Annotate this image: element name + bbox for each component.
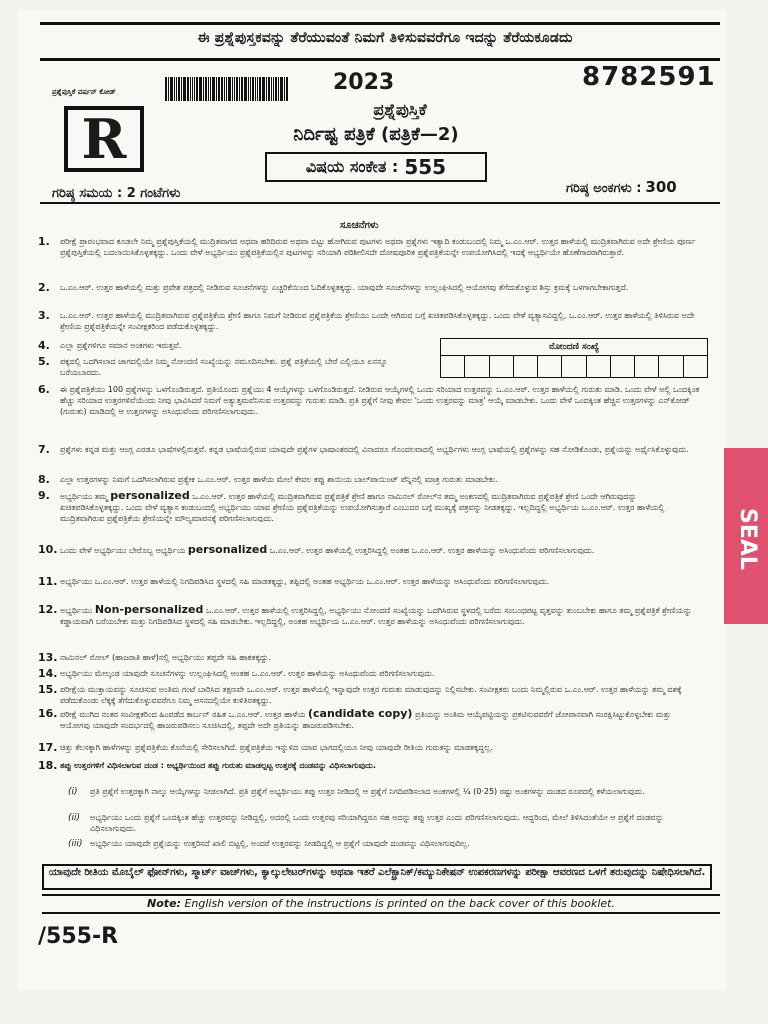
subject-code-label: ವಿಷಯ ಸಂಕೇತ : xyxy=(305,157,399,176)
instruction-11: 11. ಅಭ್ಯರ್ಥಿಯು ಒ.ಎಂ.ಆರ್. ಉತ್ತರ ಹಾಳೆಯಲ್ಲಿ ನಿಗದಿಪಡಿಸಿದ ಸ್ಥಳದಲ್ಲಿ ಸಹಿ ಮಾಡತಕ್ಕದ್ದು, ತಪ್ಪಿದಲ್ಲಿ ಅಂತಹ ಅಭ್ಯರ್ಥಿಯ ಒ.ಎಂ.ಆರ್. ಉತ್ತರ ಹಾಳೆಯನ್ನು ಅಸಿಂಧುವೆಂದು ಪರಿಗಣಿಸಲಾಗುವುದು. xyxy=(38,575,550,588)
version-code-box: R xyxy=(64,106,144,172)
max-duration: ಗರಿಷ್ಠ ಸಮಯ : 2 ಗಂಟೆಗಳು xyxy=(52,186,181,201)
instruction-8: 8. ಎಲ್ಲಾ ಉತ್ತರಗಳನ್ನು ನಿಮಗೆ ಒದಗಿಸಲಾಗಿರುವ ಪ್ರತ್ಯೇಕ ಒ.ಎಂ.ಆರ್. ಉತ್ತರ ಹಾಳೆಯ ಮೇಲೆ ಕೇವಲ ಕಪ್ಪು ಶಾಯಿಯ ಬಾಲ್‌ಪಾಯಿಂಟ್ ಪೆನ್ನಿನಲ್ಲಿ ಮಾತ್ರ ಗುರುತು ಮಾಡಬೇಕು. xyxy=(38,473,498,486)
note-text: English version of the instructions is printed on the back cover of this booklet. xyxy=(184,897,615,910)
subject-code: 555 xyxy=(404,155,447,179)
instruction-12: 12. ಅಭ್ಯರ್ಥಿಯು Non-personalized ಒ.ಎಂ.ಆರ್. ಉತ್ತರ ಹಾಳೆಯಲ್ಲಿ ಉತ್ತರಿಸಿದ್ದಲ್ಲಿ, ಅಭ್ಯರ್ಥಿಯು ನೋಂದಣಿ ಸಂಖ್ಯೆಯನ್ನು ಒದಗಿಸಿರುವ ಸ್ಥಳದಲ್ಲಿ ಬರೆದು ಸಂಬಂಧಪಟ್ಟ ವೃತ್ತವನ್ನು ತುಂಬಬೇಕು ಹಾಗೂ ತಮ್ಮ ಪ್ರಶ್ನೆಪತ್ರಿಕೆ ಶ್ರೇಣಿಯನ್ನು ಕಡ್ಡಾಯವಾಗಿ ಬರೆಯಬೇಕು ಮತ್ತು ನಿಗದಿಪಡಿಸಿದ ಸ್ಥಳದಲ್ಲಿ ಸಹಿ ಮಾಡಬೇಕು. ಇಲ್ಲದಿದ್ದಲ್ಲಿ, ಅಂತಹ ಅಭ್ಯರ್ಥಿಯ ಒ.ಎಂ.ಆರ್. ಉತ್ತರ ಹಾಳೆಯನ್ನು ಅಸಿಂಧುವೆಂದು ಪರಿಗಣಿಸಲಾಗುವುದು. xyxy=(38,603,692,626)
instruction-2: 2. ಒ.ಎಂ.ಆರ್. ಉತ್ತರ ಹಾಳೆಯಲ್ಲಿ ಮತ್ತು ಪ್ರವೇಶ ಪತ್ರದಲ್ಲಿ ನೀಡಿರುವ ಸೂಚನೆಗಳನ್ನು ಎಚ್ಚರಿಕೆಯಿಂದ ಓದಿಕೊಳ್ಳತಕ್ಕದ್ದು. ಯಾವುದೇ ಸೂಚನೆಗಳನ್ನು ಉಲ್ಲಂಘಿಸಿದಲ್ಲಿ ಆಯೋಗವು ತೆಗೆದುಕೊಳ್ಳುವ ಶಿಸ್ತು ಕ್ರಮಕ್ಕೆ ಒಳಗಾಗಬೇಕಾಗುತ್ತದೆ. xyxy=(38,281,629,294)
instruction-16: 16. ಪರೀಕ್ಷೆ ಮುಗಿದ ನಂತರ ಸಂವೀಕ್ಷಕರಿಂದ ಹಿಂಪಡೆದ ಕಾರ್ಬನ್ ರಹಿತ ಒ.ಎಂ.ಆರ್. ಉತ್ತರ ಹಾಳೆಯ (candidate copy) ಪ್ರತಿಯನ್ನು ಅಂತಿಮ ಆಯ್ಕೆಪಟ್ಟಿಯನ್ನು ಪ್ರಕಟಿಸುವವರೆಗೆ ಜೋಪಾನವಾಗಿ ಸಂರಕ್ಷಿಸಿಟ್ಟುಕೊಳ್ಳಬೇಕು ಮತ್ತು ಆಯೋಗವು ಯಾವುದೇ ಸಂದರ್ಭದಲ್ಲಿ ಹಾಜರುಪಡಿಸಲು ಸೂಚಿಸಿದಲ್ಲಿ, ತಪ್ಪದೇ ಅದೇ ಪ್ರತಿಯನ್ನು ಹಾಜರುಪಡಿಸಬೇಕು. xyxy=(38,707,671,730)
barcode-icon xyxy=(165,77,333,101)
booklet-title: ಪ್ರಶ್ನೆಪುಸ್ತಿಕೆ xyxy=(373,100,427,119)
do-not-open-banner: ಈ ಪ್ರಶ್ನೆಪುಸ್ತಕವನ್ನು ತೆರೆಯುವಂತೆ ನಿಮಗೆ ತಿಳಿಸುವವರೆಗೂ ಇದನ್ನು ತೆರೆಯಕೂಡದು xyxy=(197,30,573,46)
top-rule xyxy=(40,22,720,25)
paper-code: /555-R xyxy=(38,924,119,949)
subject-code-box xyxy=(265,152,487,182)
booklet-number: 8782591 xyxy=(582,62,716,92)
penalty-rule-3: (iii) ಅಭ್ಯರ್ಥಿಯು ಯಾವುದೇ ಪ್ರಶ್ನೆಯನ್ನು ಉತ್ತರಿಸದೆ ಖಾಲಿ ಬಿಟ್ಟಲ್ಲಿ, ಅಂದರೆ ಉತ್ತರವನ್ನು ನೀಡದಿದ್ದಲ್ಲಿ ಆ ಪ್ರಶ್ನೆಗೆ ಯಾವುದೇ ದಂಡವನ್ನು ವಿಧಿಸಲಾಗುವುದಿಲ್ಲ. xyxy=(68,839,470,849)
header-rule xyxy=(40,202,720,204)
instruction-4: 4. ಎಲ್ಲಾ ಪ್ರಶ್ನೆಗಳಿಗೂ ಸಮಾನ ಅಂಕಗಳು ಇರುತ್ತವೆ. xyxy=(38,339,182,352)
penalty-rule-2: (ii) ಅಭ್ಯರ್ಥಿಯು ಒಂದು ಪ್ರಶ್ನೆಗೆ ಒಂದಕ್ಕಿಂತ ಹೆಚ್ಚು ಉತ್ತರವನ್ನು ನೀಡಿದ್ದಲ್ಲಿ, ಅದರಲ್ಲಿ ಒಂದು ಉತ್ತರವು ಸರಿಯಾಗಿದ್ದರೂ ಸಹ ಅದನ್ನು ತಪ್ಪು ಉತ್ತರ ಎಂದು ಪರಿಗಣಿಸಲಾಗುವುದು. ಆದ್ದರಿಂದ, ಮೇಲೆ ತಿಳಿಸಿದಂತೆಯೇ ಆ ಪ್ರಶ್ನೆಗೆ ದಂಡವನ್ನು ವಿಧಿಸಲಾಗುವುದು. xyxy=(68,813,664,833)
instruction-1: 1. ಪರೀಕ್ಷೆ ಪ್ರಾರಂಭವಾದ ಕೂಡಲೇ ನಿಮ್ಮ ಪ್ರಶ್ನೆಪುಸ್ತಿಕೆಯಲ್ಲಿ ಮುದ್ರಿತವಾಗದ ಅಥವಾ ಹರಿದಿರುವ ಅಥವಾ ಬಿಟ್ಟು ಹೋಗಿರುವ ಪುಟಗಳು ಅಥವಾ ಪ್ರಶ್ನೆಗಳು ಇತ್ಯಾದಿ ಕಂಡುಬಂದಲ್ಲಿ ನಿಮ್ಮ ಒ.ಎಂ.ಆರ್. ಉತ್ತರ ಹಾಳೆಯಲ್ಲಿ ಮುದ್ರಿತವಾಗಿರುವ ಅದೇ ಶ್ರೇಣಿಯ ಪೂರ್ಣ ಪ್ರಶ್ನೆಪುಸ್ತಿಕೆಯಲ್ಲಿ ಬದಲಾಯಿಸಿಕೊಳ್ಳತಕ್ಕದ್ದು. ಒಂದು ವೇಳೆ ಅಭ್ಯರ್ಥಿಯು ಪ್ರಶ್ನೆಪತ್ರಿಕೆಯಲ್ಲಿನ ಪುಟಗಳನ್ನು ಸರಿಯಾಗಿ ಪರಿಶೀಲಿಸದೇ ದೋಷಪೂರಿತ ಪ್ರಶ್ನೆಪತ್ರಿಕೆಯನ್ನೇ ಉಪಯೋಗಿಸಿದಲ್ಲಿ ಇದಕ್ಕೆ ಅಭ್ಯರ್ಥಿಯೇ ಹೊಣೆಗಾರರಾಗಿರುತ್ತಾರೆ. xyxy=(38,235,696,257)
register-number-title: ನೋಂದಣಿ ಸಂಖ್ಯೆ xyxy=(441,339,707,356)
penalty-rule-1: (i) ಪ್ರತಿ ಪ್ರಶ್ನೆಗೆ ಉತ್ತರಕ್ಕಾಗಿ ನಾಲ್ಕು ಆಯ್ಕೆಗಳನ್ನು ನೀಡಲಾಗಿದೆ. ಪ್ರತಿ ಪ್ರಶ್ನೆಗೆ ಅಭ್ಯರ್ಥಿಯು ತಪ್ಪು ಉತ್ತರ ನೀಡಿದಲ್ಲಿ ಆ ಪ್ರಶ್ನೆಗೆ ನಿಗದಿಪಡಿಸಲಾದ ಅಂಕಗಳಲ್ಲಿ ¼ (0·25) ರಷ್ಟು ಅಂಕಗಳನ್ನು ದಂಡದ ರೂಪದಲ್ಲಿ ಕಳೆಯಲಾಗುವುದು. xyxy=(68,787,645,797)
instruction-13: 13. ನಾಮಿನಲ್ ರೋಲ್ (ಹಾಜರಾತಿ ಹಾಳೆ)ನಲ್ಲಿ ಅಭ್ಯರ್ಥಿಯು ತಪ್ಪದೇ ಸಹಿ ಹಾಕತಕ್ಕದ್ದು. xyxy=(38,651,271,664)
register-number-cells xyxy=(441,356,707,378)
register-number-box xyxy=(440,338,708,378)
note-label: Note: xyxy=(147,897,181,910)
instruction-6: 6. ಈ ಪ್ರಶ್ನೆಪತ್ರಿಕೆಯು 100 ಪ್ರಶ್ನೆಗಳನ್ನು ಒಳಗೊಂಡಿರುತ್ತದೆ. ಪ್ರತಿಯೊಂದು ಪ್ರಶ್ನೆಯು 4 ಆಯ್ಕೆಗಳನ್ನು ಒಳಗೊಂಡಿರುತ್ತದೆ. ನೀಡಿರುವ ಆಯ್ಕೆಗಳಲ್ಲಿ ಒಂದು ಸರಿಯಾದ ಉತ್ತರವನ್ನು ಒ.ಎಂ.ಆರ್. ಉತ್ತರ ಹಾಳೆಯಲ್ಲಿ ಗುರುತು ಮಾಡಿ. ಒಂದು ವೇಳೆ ಅಲ್ಲಿ ಒಂದಕ್ಕಿಂತ ಹೆಚ್ಚು ಸರಿಯಾದ ಉತ್ತರಗಳಿವೆಯೆಂದು ನೀವು ಭಾವಿಸಿದರೆ ನಿಮಗೆ ಅತ್ಯುತ್ತಮವೆನಿಸುವ ಉತ್ತರವನ್ನು ಗುರುತು ಮಾಡಿ. ಪ್ರತಿ ಪ್ರಶ್ನೆಗೆ ನೀವು ಕೇವಲ 'ಒಂದು ಉತ್ತರವನ್ನು ಮಾತ್ರ' ಆಯ್ಕೆ ಮಾಡಬೇಕು. ಒಂದು ವೇಳೆ ಒಂದಕ್ಕಿಂತ ಹೆಚ್ಚಿನ ಉತ್ತರಗಳನ್ನು ಎನ್‌ಕೋಡ್ (ಗುರುತು) ಮಾಡಿದಲ್ಲಿ ಆ ಉತ್ತರಗಳನ್ನು ಅಸಿಂಧುವೆಂದು ಪರಿಗಣಿಸಲಾಗುವುದು. xyxy=(38,383,700,416)
instruction-18: 18. ತಪ್ಪು ಉತ್ತರಗಳಿಗೆ ವಿಧಿಸಲಾಗುವ ದಂಡ : ಅಭ್ಯರ್ಥಿಯಿಂದ ತಪ್ಪು ಗುರುತು ಮಾಡಲ್ಪಟ್ಟ ಉತ್ತರಕ್ಕೆ ದಂಡವನ್ನು ವಿಧಿಸಲಾಗುವುದು. xyxy=(38,759,376,772)
english-version-note xyxy=(42,894,720,914)
max-marks-value: 300 xyxy=(645,178,677,196)
instruction-5: 5. ಪಕ್ಕದಲ್ಲಿ ಒದಗಿಸಲಾದ ಜಾಗದಲ್ಲಿಯೇ ನಿಮ್ಮ ನೋಂದಣಿ ಸಂಖ್ಯೆಯನ್ನು ನಮೂದಿಸಬೇಕು. ಪ್ರಶ್ನೆ ಪತ್ರಿಕೆಯಲ್ಲಿ ಬೇರೆ ಎಲ್ಲಿಯೂ ಏನನ್ನೂ ಬರೆಯಬಾರದು. xyxy=(38,355,388,377)
instruction-14: 14. ಅಭ್ಯರ್ಥಿಯು ಮೇಲ್ಕಂಡ ಯಾವುದೇ ಸೂಚನೆಗಳನ್ನು ಉಲ್ಲಂಘಿಸಿದಲ್ಲಿ ಅಂತಹ ಒ.ಎಂ.ಆರ್. ಉತ್ತರ ಹಾಳೆಯನ್ನು ಅಸಿಂಧುವೆಂದು ಪರಿಗಣಿಸಲಾಗುವುದು. xyxy=(38,667,435,680)
max-marks xyxy=(566,178,677,196)
instruction-9: 9. ಅಭ್ಯರ್ಥಿಯು ತಮ್ಮ personalized ಒ.ಎಂ.ಆರ್. ಉತ್ತರ ಹಾಳೆಯಲ್ಲಿ ಮುದ್ರಿತವಾಗಿರುವ ಪ್ರಶ್ನೆಪತ್ರಿಕೆ ಶ್ರೇಣಿ ಹಾಗೂ ನಾಮಿನಲ್ ರೋಲ್‌ನ ತಮ್ಮ ಅಂಕಣದಲ್ಲಿ ಮುದ್ರಿತವಾಗಿರುವ ಪ್ರಶ್ನೆಪತ್ರಿಕೆ ಶ್ರೇಣಿ ಒಂದೇ ಆಗಿರುವುದನ್ನು ಖಚಿತಪಡಿಸಿಕೊಳ್ಳತಕ್ಕದ್ದು. ಒಂದು ವೇಳೆ ವ್ಯತ್ಯಾಸ ಕಂಡುಬಂದಲ್ಲಿ ಅಭ್ಯರ್ಥಿಯು ಯಾವ ಶ್ರೇಣಿಯ ಪ್ರಶ್ನೆಪತ್ರಿಕೆಯನ್ನು ಉಪಯೋಗಿಸುತ್ತಾರೆ ಎಂಬುದರ ಬಗ್ಗೆ ಮುಖ್ಯಕ್ಕೆ ಪತ್ರವನ್ನು ನೀಡತಕ್ಕದ್ದು. ಇಲ್ಲದಿದ್ದಲ್ಲಿ ಅಭ್ಯರ್ಥಿಯ ಒ.ಎಂ.ಆರ್. ಉತ್ತರ ಹಾಳೆಯಲ್ಲಿ ಮುದ್ರಿತವಾಗಿರುವ ಪ್ರಶ್ನೆಪತ್ರಿಕೆಯ ಶ್ರೇಣಿಯನ್ನೇ ಮೌಲ್ಯಮಾಪನಕ್ಕೆ ಪರಿಗಣಿಸಲಾಗುವುದು. xyxy=(38,489,665,523)
paper-title: ನಿರ್ದಿಷ್ಟ ಪತ್ರಿಕೆ (ಪತ್ರಿಕೆ—2) xyxy=(293,124,459,145)
max-marks-label: ಗರಿಷ್ಠ ಅಂಕಗಳು : xyxy=(566,181,642,196)
instruction-15: 15. ಪರೀಕ್ಷೆಯ ಮುಕ್ತಾಯವನ್ನು ಸೂಚಿಸುವ ಅಂತಿಮ ಗಂಟೆ ಬಾರಿಸಿದ ತಕ್ಷಣವೇ ಒ.ಎಂ.ಆರ್. ಉತ್ತರ ಹಾಳೆಯಲ್ಲಿ ಇನ್ನಾವುದೇ ಉತ್ತರ ಗುರುತು ಮಾಡುವುದನ್ನು ನಿಲ್ಲಿಸಬೇಕು. ಸಂವೀಕ್ಷಕರು ಬಂದು ನಿಮ್ಮಲ್ಲಿರುವ ಒ.ಎಂ.ಆರ್. ಉತ್ತರ ಹಾಳೆಯನ್ನು ತಮ್ಮ ವಶಕ್ಕೆ ಪಡೆದುಕೊಂಡು ಲೆಕ್ಕಕ್ಕೆ ತೆಗೆದುಕೊಳ್ಳುವವರೆಗೂ ನಿಮ್ಮ ಆಸನದಲ್ಲಿಯೇ ಕುಳಿತಿರತಕ್ಕದ್ದು. xyxy=(38,683,682,705)
instruction-3: 3. ಒ.ಎಂ.ಆರ್. ಉತ್ತರ ಹಾಳೆಯಲ್ಲಿ ಮುದ್ರಿತವಾಗಿರುವ ಪ್ರಶ್ನೆಪತ್ರಿಕೆಯ ಶ್ರೇಣಿ ಹಾಗೂ ನಿಮಗೆ ನೀಡಿರುವ ಪ್ರಶ್ನೆಪತ್ರಿಕೆಯ ಶ್ರೇಣಿಯು ಒಂದೇ ಆಗಿರುವ ಬಗ್ಗೆ ಖಚಿತಪಡಿಸಿಕೊಳ್ಳತಕ್ಕದ್ದು. ಒಂದು ವೇಳೆ ವ್ಯತ್ಯಾಸವಿದ್ದಲ್ಲಿ, ಒ.ಎಂ.ಆರ್. ಉತ್ತರ ಹಾಳೆಯಲ್ಲಿ ತಿಳಿಸಿರುವ ಅದೇ ಶ್ರೇಣಿಯ ಪ್ರಶ್ನೆಪತ್ರಿಕೆಯನ್ನೇ ಸಂವೀಕ್ಷಕರಿಂದ ಪಡೆದುಕೊಳ್ಳತಕ್ಕದ್ದು. xyxy=(38,309,695,331)
instruction-7: 7. ಪ್ರಶ್ನೆಗಳು ಕನ್ನಡ ಮತ್ತು ಆಂಗ್ಲ ಎರಡೂ ಭಾಷೆಗಳಲ್ಲಿರುತ್ತವೆ. ಕನ್ನಡ ಭಾಷೆಯಲ್ಲಿರುವ ಯಾವುದೇ ಪ್ರಶ್ನೆಗಳ ಭಾಷಾಂತರದಲ್ಲಿ ವಿನಾದರೂ ಗೊಂದಲವಾದಲ್ಲಿ ಅಭ್ಯರ್ಥಿಗಳು ಆಂಗ್ಲ ಭಾಷೆಯಲ್ಲಿ ಪ್ರಶ್ನೆಗಳನ್ನು ಸಹ ನೋಡಿಕೊಂಡು, ಪ್ರಶ್ನೆಯನ್ನು ಅರ್ಥೈಸಿಕೊಳ್ಳುವುದು. xyxy=(38,443,689,456)
banner-rule xyxy=(40,58,720,61)
electronic-devices-warning: ಯಾವುದೇ ರೀತಿಯ ಮೊಬೈಲ್ ಫೋನ್‌ಗಳು, ಸ್ಮಾರ್ಟ್ ವಾಚ್‌ಗಳು, ಕ್ಯಾಲ್ಕುಲೇಟರ್‌ಗಳನ್ನು ಅಥವಾ ಇತರೆ ಎಲೆಕ್ಟ್ರಾನಿಕ್/ಕಮ್ಯುನಿಕೇಷನ್ ಉಪಕರಣಗಳನ್ನು ಪರೀಕ್ಷಾ ಆವರಣದ ಒಳಗೆ ತರುವುದನ್ನು ನಿಷೇಧಿಸಲಾಗಿದೆ. xyxy=(42,864,712,890)
exam-year: 2023 xyxy=(333,70,395,95)
seal-tab xyxy=(724,448,768,624)
seal-label: SEAL xyxy=(735,508,760,570)
instructions-heading: ಸೂಚನೆಗಳು xyxy=(340,220,379,231)
instruction-17: 17. ಚಿತ್ತು ಕೆಲಸಕ್ಕಾಗಿ ಹಾಳೆಗಳನ್ನು ಪ್ರಶ್ನೆಪತ್ರಿಕೆಯ ಕೊನೆಯಲ್ಲಿ ಸೇರಿಸಲಾಗಿದೆ. ಪ್ರಶ್ನೆಪತ್ರಿಕೆಯ ಇನ್ನುಳಿದ ಯಾವ ಭಾಗದಲ್ಲಿಯೂ ನೀವು ಯಾವುದೇ ರೀತಿಯ ಗುರುತನ್ನು ಮಾಡತಕ್ಕದ್ದಲ್ಲ. xyxy=(38,741,493,754)
instruction-10: 10. ಒಂದು ವೇಳೆ ಅಭ್ಯರ್ಥಿಯು ಬೇರೊಬ್ಬ ಅಭ್ಯರ್ಥಿಯ personalized ಒ.ಎಂ.ಆರ್. ಉತ್ತರ ಹಾಳೆಯಲ್ಲಿ ಉತ್ತರಿಸಿದ್ದಲ್ಲಿ ಅಂತಹ ಒ.ಎಂ.ಆರ್. ಉತ್ತರ ಹಾಳೆಯನ್ನು ಅಸಿಂಧುವೆಂದು ಪರಿಗಣಿಸಲಾಗುವುದು. xyxy=(38,543,595,556)
version-code-label: ಪ್ರಶ್ನೆಪುಸ್ತಿಕೆ ವರ್ಷನ್ ಕೋಡ್ xyxy=(52,88,116,96)
